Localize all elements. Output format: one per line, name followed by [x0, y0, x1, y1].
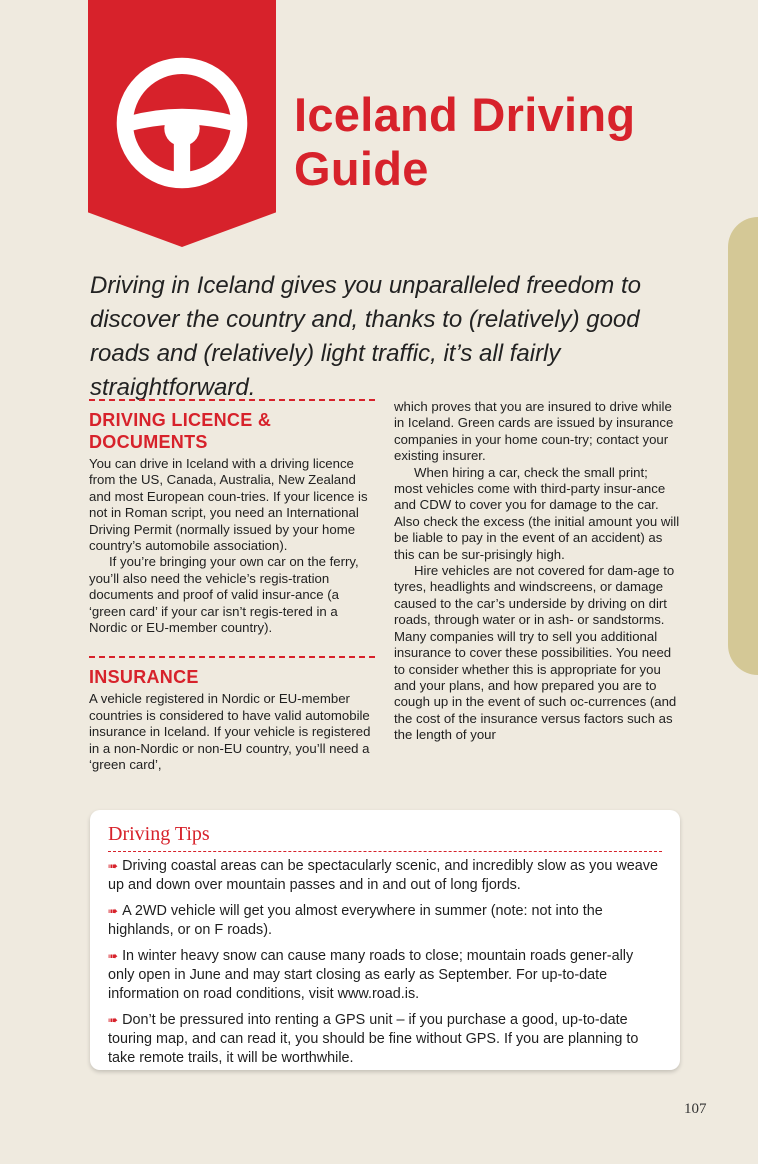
right-column — [394, 399, 680, 744]
insurance-paragraph-1: A vehicle registered in Nordic or EU-member countries is considered to have valid automobile insurance in Iceland. If your vehicle is registered in a non-Nordic or non-EU country, you’ll need a ‘green card’, — [89, 691, 371, 773]
licence-paragraph-1: You can drive in Iceland with a driving licence from the US, Canada, Australia, New Zealand and most European coun-tries. If your licence is not in Roman script, you need an International Driving Permit (normally issued by your home country’s automobile association). — [89, 456, 368, 554]
tip-text: In winter heavy snow can cause many roads to close; mountain roads gener-ally only open in June and may start closing as early as September. For up-to-date information on road conditions, visit www.road.is. — [108, 948, 634, 1002]
title-banner — [88, 0, 276, 247]
page-number: 107 — [684, 1101, 707, 1117]
chapter-tab — [728, 217, 758, 675]
tip-item — [108, 902, 662, 940]
insurance-paragraph-2: When hiring a car, check the small print; most vehicles come with third-party insur-ance and CDW to cover you for damage to the car. Also check the excess (the initial amount you will be liable to pay in the event of an accident) as this can be sur-prisingly high. — [394, 464, 680, 562]
intro-paragraph: Driving in Iceland gives you unparalleled freedom to discover the country and, thanks to (relatively) good roads and (relatively) light traffic, it’s all fairly straightforward. — [90, 272, 641, 401]
page-title-line1: Iceland Driving — [294, 88, 636, 141]
left-column — [89, 399, 375, 774]
page-title-line2: Guide — [294, 142, 429, 195]
tip-item — [108, 857, 662, 895]
tips-title: Driving Tips — [108, 823, 210, 845]
driving-tips-box — [90, 810, 680, 1070]
arrow-right-icon: ➠ — [108, 1013, 119, 1027]
insurance-paragraph-3: Hire vehicles are not covered for dam-age to tyres, headlights and windscreens, or damage caused to the car’s underside by driving on dirt roads, through water or in ash- or sandstorms. Many companies will try to sell you additional insurance to cover these possibilities. You need to consider whether this is appropriate for you and your plans, and how prepared you are to cough up in the event of such oc-currences (and the cost of the insurance versus factors such as the length of your — [394, 563, 677, 743]
tip-text: Don’t be pressured into renting a GPS unit – if you purchase a good, up-to-date touring map, and can read it, you should be fine without GPS. If you are planning to take remote trails, it will be worthwhile. — [108, 1012, 639, 1066]
section-heading-licence: DRIVING LICENCE & DOCUMENTS — [89, 410, 272, 452]
tip-item — [108, 1011, 662, 1068]
section-divider — [89, 656, 375, 658]
arrow-right-icon: ➠ — [108, 949, 119, 963]
tip-text: A 2WD vehicle will get you almost everywhere in summer (note: not into the highlands, or on F roads). — [108, 903, 603, 938]
licence-paragraph-2: If you’re bringing your own car on the ferry, you’ll also need the vehicle’s regis-tration documents and proof of valid insur-ance (a ‘green card’ if your car isn’t regis-tered in a Nordic or EU-member country). — [89, 554, 359, 636]
tips-divider — [108, 851, 662, 852]
insurance-paragraph-1-continued: which proves that you are insured to drive while in Iceland. Green cards are issued by insurance companies in your home coun-try; contact your existing insurer. — [394, 399, 674, 464]
section-heading-insurance: INSURANCE — [89, 667, 199, 688]
tip-item — [108, 947, 662, 1004]
section-divider — [89, 399, 375, 401]
page-title — [294, 88, 635, 196]
tip-text: Driving coastal areas can be spectacularly scenic, and incredibly slow as you weave up and down over mountain passes and in and out of long fjords. — [108, 858, 658, 893]
steering-wheel-icon — [114, 55, 250, 191]
arrow-right-icon: ➠ — [108, 904, 119, 918]
arrow-right-icon: ➠ — [108, 859, 119, 873]
